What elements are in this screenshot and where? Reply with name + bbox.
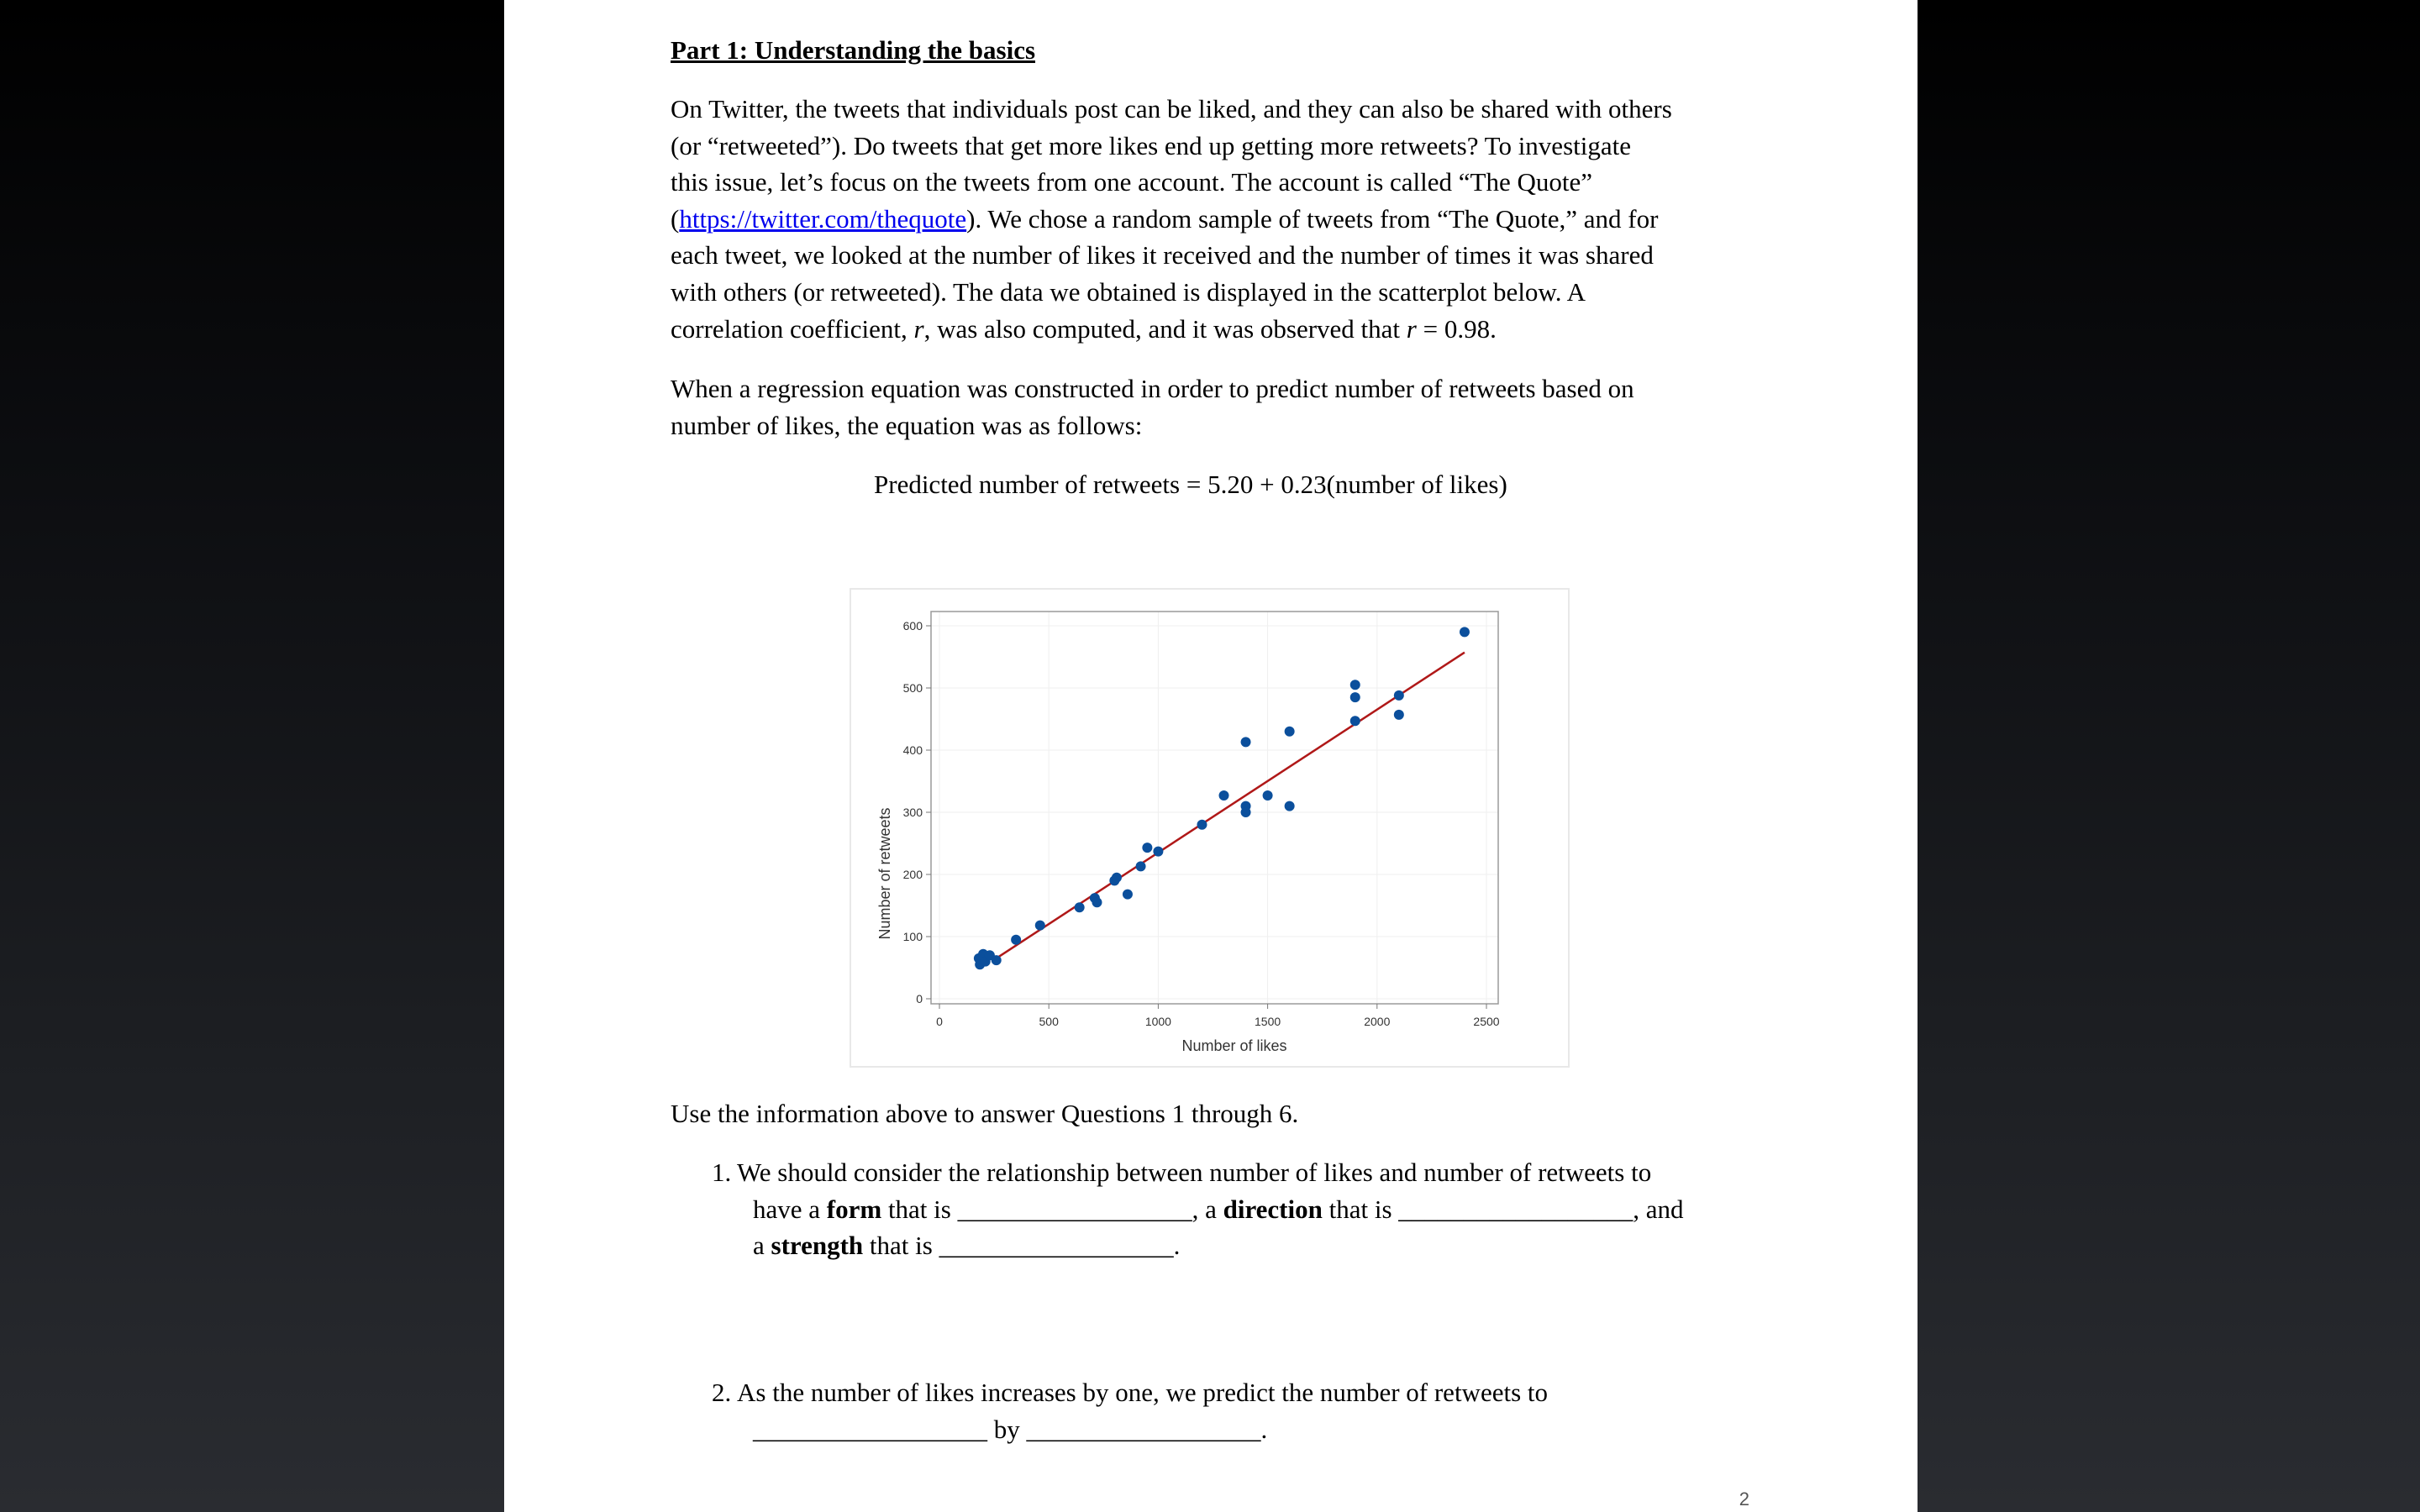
y-tick-label: 300 (902, 806, 923, 819)
q1-form-blank: that is __________________, a (881, 1194, 1223, 1224)
q1-strength-blank: that is __________________. (863, 1231, 1181, 1260)
intro-line-6: with others (or retweeted). The data we obtained is displayed in the scatterplot below. A (671, 277, 1586, 307)
data-point (1136, 861, 1146, 871)
scatterplot (851, 590, 1571, 1069)
data-point (1350, 680, 1360, 690)
data-point (992, 955, 1002, 965)
q1-direction-blank: that is __________________, and (1322, 1194, 1684, 1224)
data-point (1394, 690, 1404, 701)
r-symbol-2: r (1406, 314, 1417, 344)
part-heading: Part 1: Understanding the basics (671, 35, 1036, 65)
regression-equation: Predicted number of retweets = 5.20 + 0.23(number of likes) (874, 470, 1507, 499)
data-point (1035, 921, 1045, 931)
q1-direction-term: direction (1223, 1194, 1323, 1224)
question-1-line-3 (753, 1227, 1180, 1264)
data-point (1350, 716, 1360, 726)
document-page (504, 0, 1918, 1512)
data-point (1142, 843, 1152, 853)
data-point (1092, 897, 1102, 907)
question-2-line-1: As the number of likes increases by one, we predict the number of retweets to (737, 1378, 1548, 1407)
data-point (1153, 847, 1163, 857)
data-point (1197, 820, 1207, 830)
intro-line-1: On Twitter, the tweets that individuals post can be liked, and they can also be shared with others (671, 94, 1672, 123)
data-point (1011, 935, 1021, 945)
r-symbol: r (913, 314, 924, 344)
intro-line-7-b: , was also computed, and it was observed that (923, 314, 1407, 344)
intro-line-7-a: correlation coefficient, (671, 314, 914, 344)
regression-fit-line (994, 653, 1465, 960)
twitter-link[interactable]: https://twitter.com/thequote (679, 204, 967, 234)
x-tick-label: 1500 (1255, 1015, 1281, 1028)
x-tick-label: 0 (936, 1015, 943, 1028)
y-tick-label: 400 (902, 743, 923, 757)
y-tick-label: 600 (902, 619, 923, 633)
y-tick-label: 500 (902, 681, 923, 695)
paren-open: ( (671, 204, 680, 234)
data-point (1241, 737, 1251, 747)
data-point (1285, 727, 1295, 737)
intro-line-7 (671, 311, 1497, 348)
y-tick-label: 100 (902, 930, 923, 943)
data-point (1350, 692, 1360, 702)
data-point (1394, 710, 1404, 720)
x-tick-label: 2500 (1473, 1015, 1500, 1028)
page-number: 2 (1739, 1488, 1749, 1509)
y-tick-label: 0 (916, 992, 923, 1005)
intro-line-4 (671, 201, 1658, 238)
data-point (1112, 873, 1122, 883)
correlation-value: = 0.98. (1416, 314, 1497, 344)
data-point (1285, 801, 1295, 811)
intro-line-4-rest: ). We chose a random sample of tweets from “The Quote,” and for (966, 204, 1659, 234)
regression-line-2: number of likes, the equation was as follows: (671, 411, 1143, 440)
data-point (1219, 790, 1229, 801)
question-2-number: 2. (712, 1378, 732, 1407)
x-tick-label: 500 (1039, 1015, 1059, 1028)
q1-strength-term: strength (771, 1231, 864, 1260)
regression-line-1: When a regression equation was constructed in order to predict number of retweets based on (671, 374, 1634, 403)
intro-line-5: each tweet, we looked at the number of likes it received and the number of times it was shared (671, 240, 1654, 270)
data-point (1460, 627, 1470, 637)
q1-text-c: a (753, 1231, 771, 1260)
x-tick-label: 1000 (1144, 1015, 1171, 1028)
question-1-line-2 (753, 1191, 1684, 1228)
data-point (1075, 902, 1085, 912)
x-axis-label: Number of likes (1181, 1037, 1287, 1054)
x-tick-label: 2000 (1364, 1015, 1391, 1028)
scatterplot-figure (850, 588, 1570, 1068)
y-tick-label: 200 (902, 868, 923, 881)
q1-text-a: have a (753, 1194, 827, 1224)
intro-line-3: this issue, let’s focus on the tweets from one account. The account is called “The Quote” (671, 167, 1593, 197)
q1-form-term: form (826, 1194, 882, 1224)
question-2-line-2: __________________ by __________________. (753, 1415, 1268, 1444)
data-point (1241, 807, 1251, 817)
y-axis-label: Number of retweets (876, 807, 893, 940)
intro-line-2: (or “retweeted”). Do tweets that get more likes end up getting more retweets? To investigate (671, 131, 1631, 160)
data-point (1123, 890, 1133, 900)
instruction-text: Use the information above to answer Questions 1 through 6. (671, 1099, 1299, 1128)
question-1-line-1: We should consider the relationship between number of likes and number of retweets to (737, 1158, 1652, 1187)
question-1-number: 1. (712, 1158, 732, 1187)
data-point (1263, 790, 1273, 801)
